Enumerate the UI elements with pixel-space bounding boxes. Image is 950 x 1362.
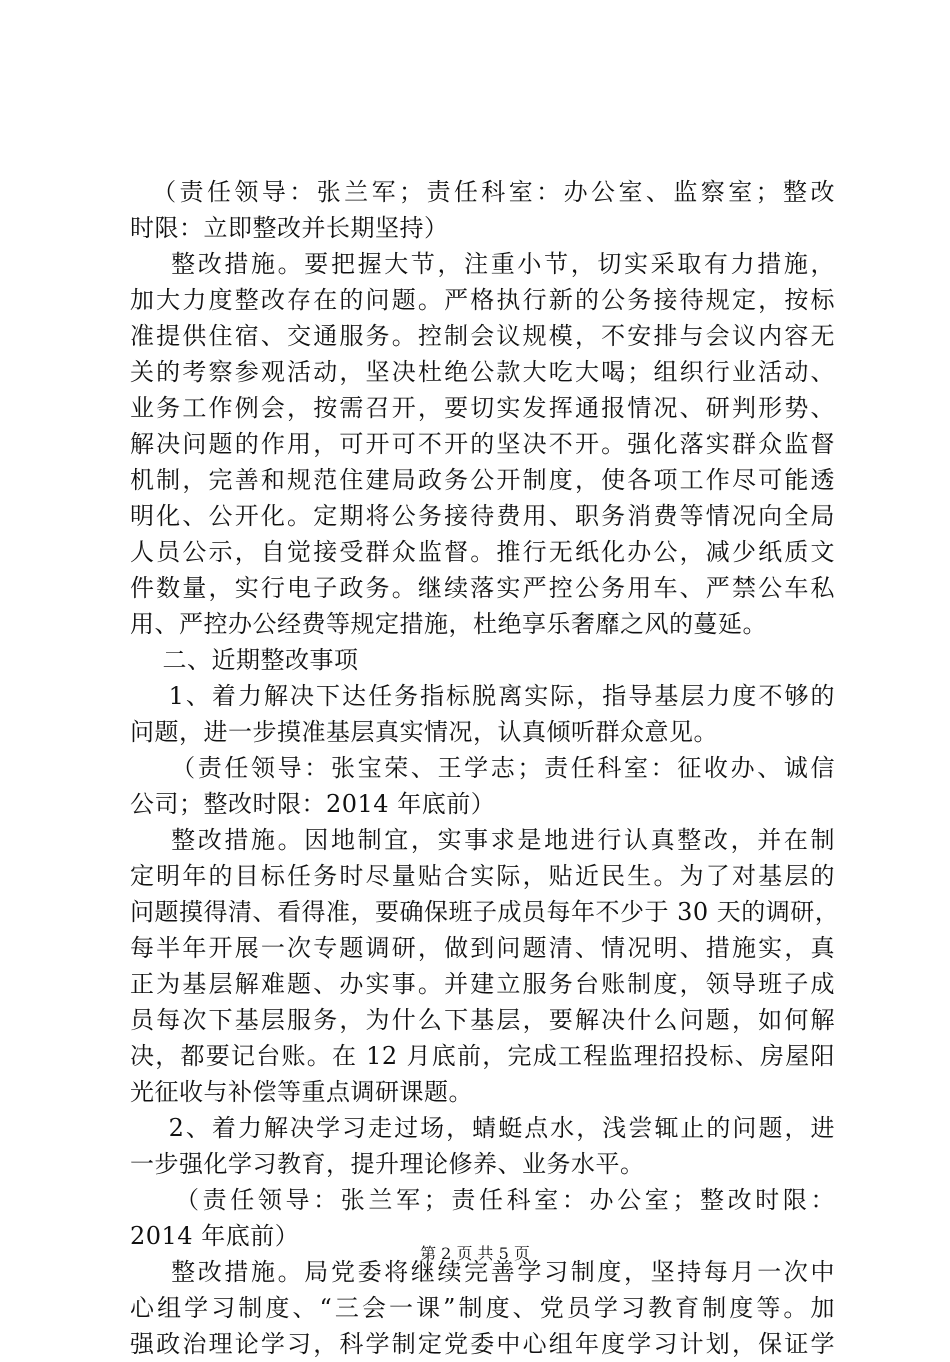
body-line: 整改措施。因地制宜，实事求是地进行认真整改，并在制 [130, 826, 835, 854]
body-line: 强政治理论学习，科学制定党委中心组年度学习计划，保证学 [130, 1330, 835, 1358]
body-line: 准提供住宿、交通服务。控制会议规模，不安排与会议内容无 [130, 322, 835, 350]
body-line: 解决问题的作用，可开可不开的坚决不开。强化落实群众监督 [130, 430, 835, 458]
body-line: 2014 年底前） [130, 1222, 300, 1250]
body-line: 定明年的目标任务时尽量贴合实际，贴近民生。为了对基层的 [130, 862, 835, 890]
body-line: （责任领导：张宝荣、王学志；责任科室：征收办、诚信 [130, 754, 835, 782]
body-line: 件数量，实行电子政务。继续落实严控公务用车、严禁公车私 [130, 574, 835, 602]
body-line: （责任领导：张兰军；责任科室：办公室、监察室；整改 [130, 178, 835, 206]
body-line: 加大力度整改存在的问题。严格执行新的公务接待规定，按标 [130, 286, 835, 314]
document-body [130, 174, 840, 1362]
body-line: 员每次下基层服务，为什么下基层，要解决什么问题，如何解 [130, 1006, 835, 1034]
body-line: 每半年开展一次专题调研，做到问题清、情况明、措施实，真 [130, 934, 835, 962]
body-line: 人员公示，自觉接受群众监督。推行无纸化办公，减少纸质文 [130, 538, 835, 566]
body-line: 1、着力解决下达任务指标脱离实际，指导基层力度不够的 [130, 682, 835, 710]
body-line: 问题摸得清、看得准，要确保班子成员每年不少于 30 天的调研， [130, 898, 840, 926]
body-line: 二、近期整改事项 [130, 646, 359, 674]
body-line: （责任领导：张兰军；责任科室：办公室；整改时限： [130, 1186, 835, 1214]
body-line: 业务工作例会，按需召开，要切实发挥通报情况、研判形势、 [130, 394, 835, 422]
body-line: 正为基层解难题、办实事。并建立服务台账制度，领导班子成 [130, 970, 835, 998]
body-line: 明化、公开化。定期将公务接待费用、职务消费等情况向全局 [130, 502, 835, 530]
body-line: 问题，进一步摸准基层真实情况，认真倾听群众意见。 [130, 718, 718, 746]
page-footer: 第 2 页 共 5 页 [420, 1244, 530, 1263]
body-line: 整改措施。局党委将继续完善学习制度，坚持每月一次中 [130, 1258, 835, 1286]
body-line: 公司；整改时限：2014 年底前） [130, 790, 496, 818]
body-line: 决，都要记台账。在 12 月底前，完成工程监理招投标、房屋阳 [130, 1042, 835, 1070]
body-line: 整改措施。要把握大节，注重小节，切实采取有力措施， [130, 250, 835, 278]
body-line: 一步强化学习教育，提升理论修养、业务水平。 [130, 1150, 645, 1178]
body-line: 机制，完善和规范住建局政务公开制度，使各项工作尽可能透 [130, 466, 835, 494]
body-line: 用、严控办公经费等规定措施，杜绝享乐奢靡之风的蔓延。 [130, 610, 767, 638]
body-line: 2、着力解决学习走过场，蜻蜓点水，浅尝辄止的问题，进 [130, 1114, 835, 1142]
body-line: 心组学习制度、“三会一课”制度、党员学习教育制度等。加 [130, 1294, 835, 1322]
body-line: 关的考察参观活动，坚决杜绝公款大吃大喝；组织行业活动、 [130, 358, 835, 386]
body-line: 时限：立即整改并长期坚持） [130, 214, 449, 242]
body-line: 光征收与补偿等重点调研课题。 [130, 1078, 473, 1106]
